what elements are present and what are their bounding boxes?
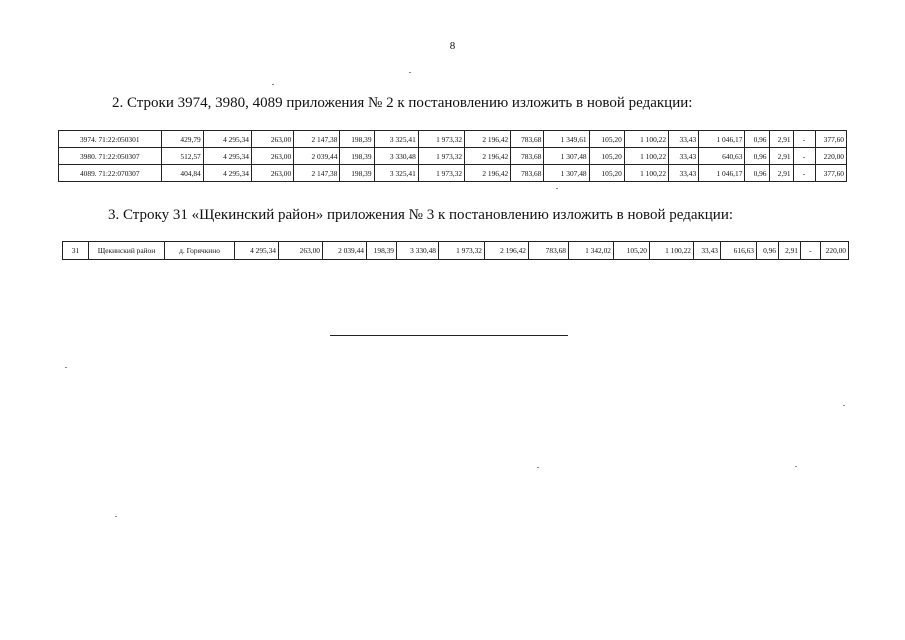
table-cell: 1 100,22 — [624, 131, 668, 148]
table-cell: 1 100,22 — [624, 165, 668, 182]
table-cell: 220,00 — [821, 242, 849, 260]
table-cell: 377,60 — [815, 165, 846, 182]
table-cell: Щекинский район — [89, 242, 165, 260]
table-cell: 33,43 — [694, 242, 721, 260]
table-cell: 1 973,32 — [418, 165, 464, 182]
separator-line — [330, 335, 568, 336]
table-cell: - — [793, 148, 815, 165]
table-cell: 1 100,22 — [650, 242, 694, 260]
table-cell: 3 330,48 — [374, 148, 418, 165]
table-cell: 0,96 — [745, 131, 769, 148]
table-cell: 105,20 — [589, 165, 624, 182]
table-cell: 0,96 — [745, 148, 769, 165]
table-cell: 105,20 — [614, 242, 650, 260]
table-cell: 198,39 — [340, 165, 374, 182]
table-cell: 783,68 — [529, 242, 569, 260]
table-cell: 783,68 — [511, 148, 544, 165]
table-cell: 1 307,48 — [544, 148, 589, 165]
table-cell: 31 — [63, 242, 89, 260]
table-cell: 33,43 — [669, 148, 699, 165]
table-cell: 2,91 — [769, 165, 793, 182]
table-cell: 2 196,42 — [465, 131, 511, 148]
table-cell: 2 196,42 — [485, 242, 529, 260]
table-cell: 263,00 — [251, 131, 293, 148]
table-cell: 4 295,34 — [203, 148, 251, 165]
table-cell: 1 973,32 — [418, 148, 464, 165]
table-row — [63, 242, 849, 260]
table-row — [59, 131, 847, 148]
table-cell: д. Горячкино — [165, 242, 235, 260]
table-cell: 404,84 — [161, 165, 203, 182]
table-cell: 105,20 — [589, 148, 624, 165]
table-cell: 0,96 — [745, 165, 769, 182]
scan-speck — [115, 516, 117, 517]
table-cell: 1 046,17 — [699, 165, 745, 182]
table-cell: 783,68 — [511, 165, 544, 182]
table-cell: 640,63 — [699, 148, 745, 165]
table-cell: 1 973,32 — [439, 242, 485, 260]
table-row — [59, 148, 847, 165]
table-cell: 512,57 — [161, 148, 203, 165]
table-cell: 105,20 — [589, 131, 624, 148]
table-cell: 783,68 — [511, 131, 544, 148]
scan-speck — [272, 84, 274, 85]
table-cell: 1 342,02 — [569, 242, 614, 260]
table-cell: 2 147,38 — [294, 165, 340, 182]
appendix-2-table — [58, 130, 847, 182]
table-cell: 2 196,42 — [465, 165, 511, 182]
table-cell: - — [801, 242, 821, 260]
table-cell: 3 325,41 — [374, 165, 418, 182]
table-cell: - — [793, 131, 815, 148]
table-cell: 1 307,48 — [544, 165, 589, 182]
table-cell: 1 973,32 — [418, 131, 464, 148]
table-cell: - — [793, 165, 815, 182]
scan-speck — [556, 188, 558, 189]
table-cell: 4 295,34 — [203, 165, 251, 182]
page-number: 8 — [449, 40, 456, 52]
table-cell: 377,60 — [815, 131, 846, 148]
table-cell: 4089. 71:22:070307 — [59, 165, 162, 182]
table-cell: 2 147,38 — [294, 131, 340, 148]
table-cell: 2,91 — [769, 131, 793, 148]
table-cell: 263,00 — [251, 165, 293, 182]
table-cell: 0,96 — [757, 242, 779, 260]
appendix-3-table — [62, 241, 849, 260]
table-cell: 1 100,22 — [624, 148, 668, 165]
table-cell: 3974. 71:22:050301 — [59, 131, 162, 148]
table-cell: 2,91 — [769, 148, 793, 165]
table-cell: 616,63 — [721, 242, 757, 260]
table-cell: 4 295,34 — [203, 131, 251, 148]
table-cell: 198,39 — [340, 148, 374, 165]
table-cell: 1 349,61 — [544, 131, 589, 148]
table-cell: 198,39 — [340, 131, 374, 148]
table-cell: 2 039,44 — [323, 242, 367, 260]
table-cell: 33,43 — [669, 131, 699, 148]
section-3-heading: 3. Строку 31 «Щекинский район» приложения № 3 к постановлению изложить в новой редакции: — [108, 207, 734, 223]
scan-speck — [537, 467, 539, 468]
table-cell: 263,00 — [251, 148, 293, 165]
table-cell: 4 295,34 — [235, 242, 279, 260]
table-cell: 3 330,48 — [397, 242, 439, 260]
table-cell: 33,43 — [669, 165, 699, 182]
table-row — [59, 165, 847, 182]
table-cell: 3980. 71:22:050307 — [59, 148, 162, 165]
table-cell: 429,79 — [161, 131, 203, 148]
scan-speck — [409, 72, 411, 73]
table-cell: 198,39 — [367, 242, 397, 260]
scan-speck — [843, 405, 845, 406]
table-cell: 1 046,17 — [699, 131, 745, 148]
section-2-heading: 2. Строки 3974, 3980, 4089 приложения № 2 к постановлению изложить в новой редакции: — [112, 95, 693, 111]
scan-speck — [65, 367, 67, 368]
table-cell: 2 196,42 — [465, 148, 511, 165]
table-cell: 2,91 — [779, 242, 801, 260]
scan-speck — [795, 466, 797, 467]
table-cell: 263,00 — [279, 242, 323, 260]
table-cell: 220,00 — [815, 148, 846, 165]
table-cell: 3 325,41 — [374, 131, 418, 148]
table-cell: 2 039,44 — [294, 148, 340, 165]
